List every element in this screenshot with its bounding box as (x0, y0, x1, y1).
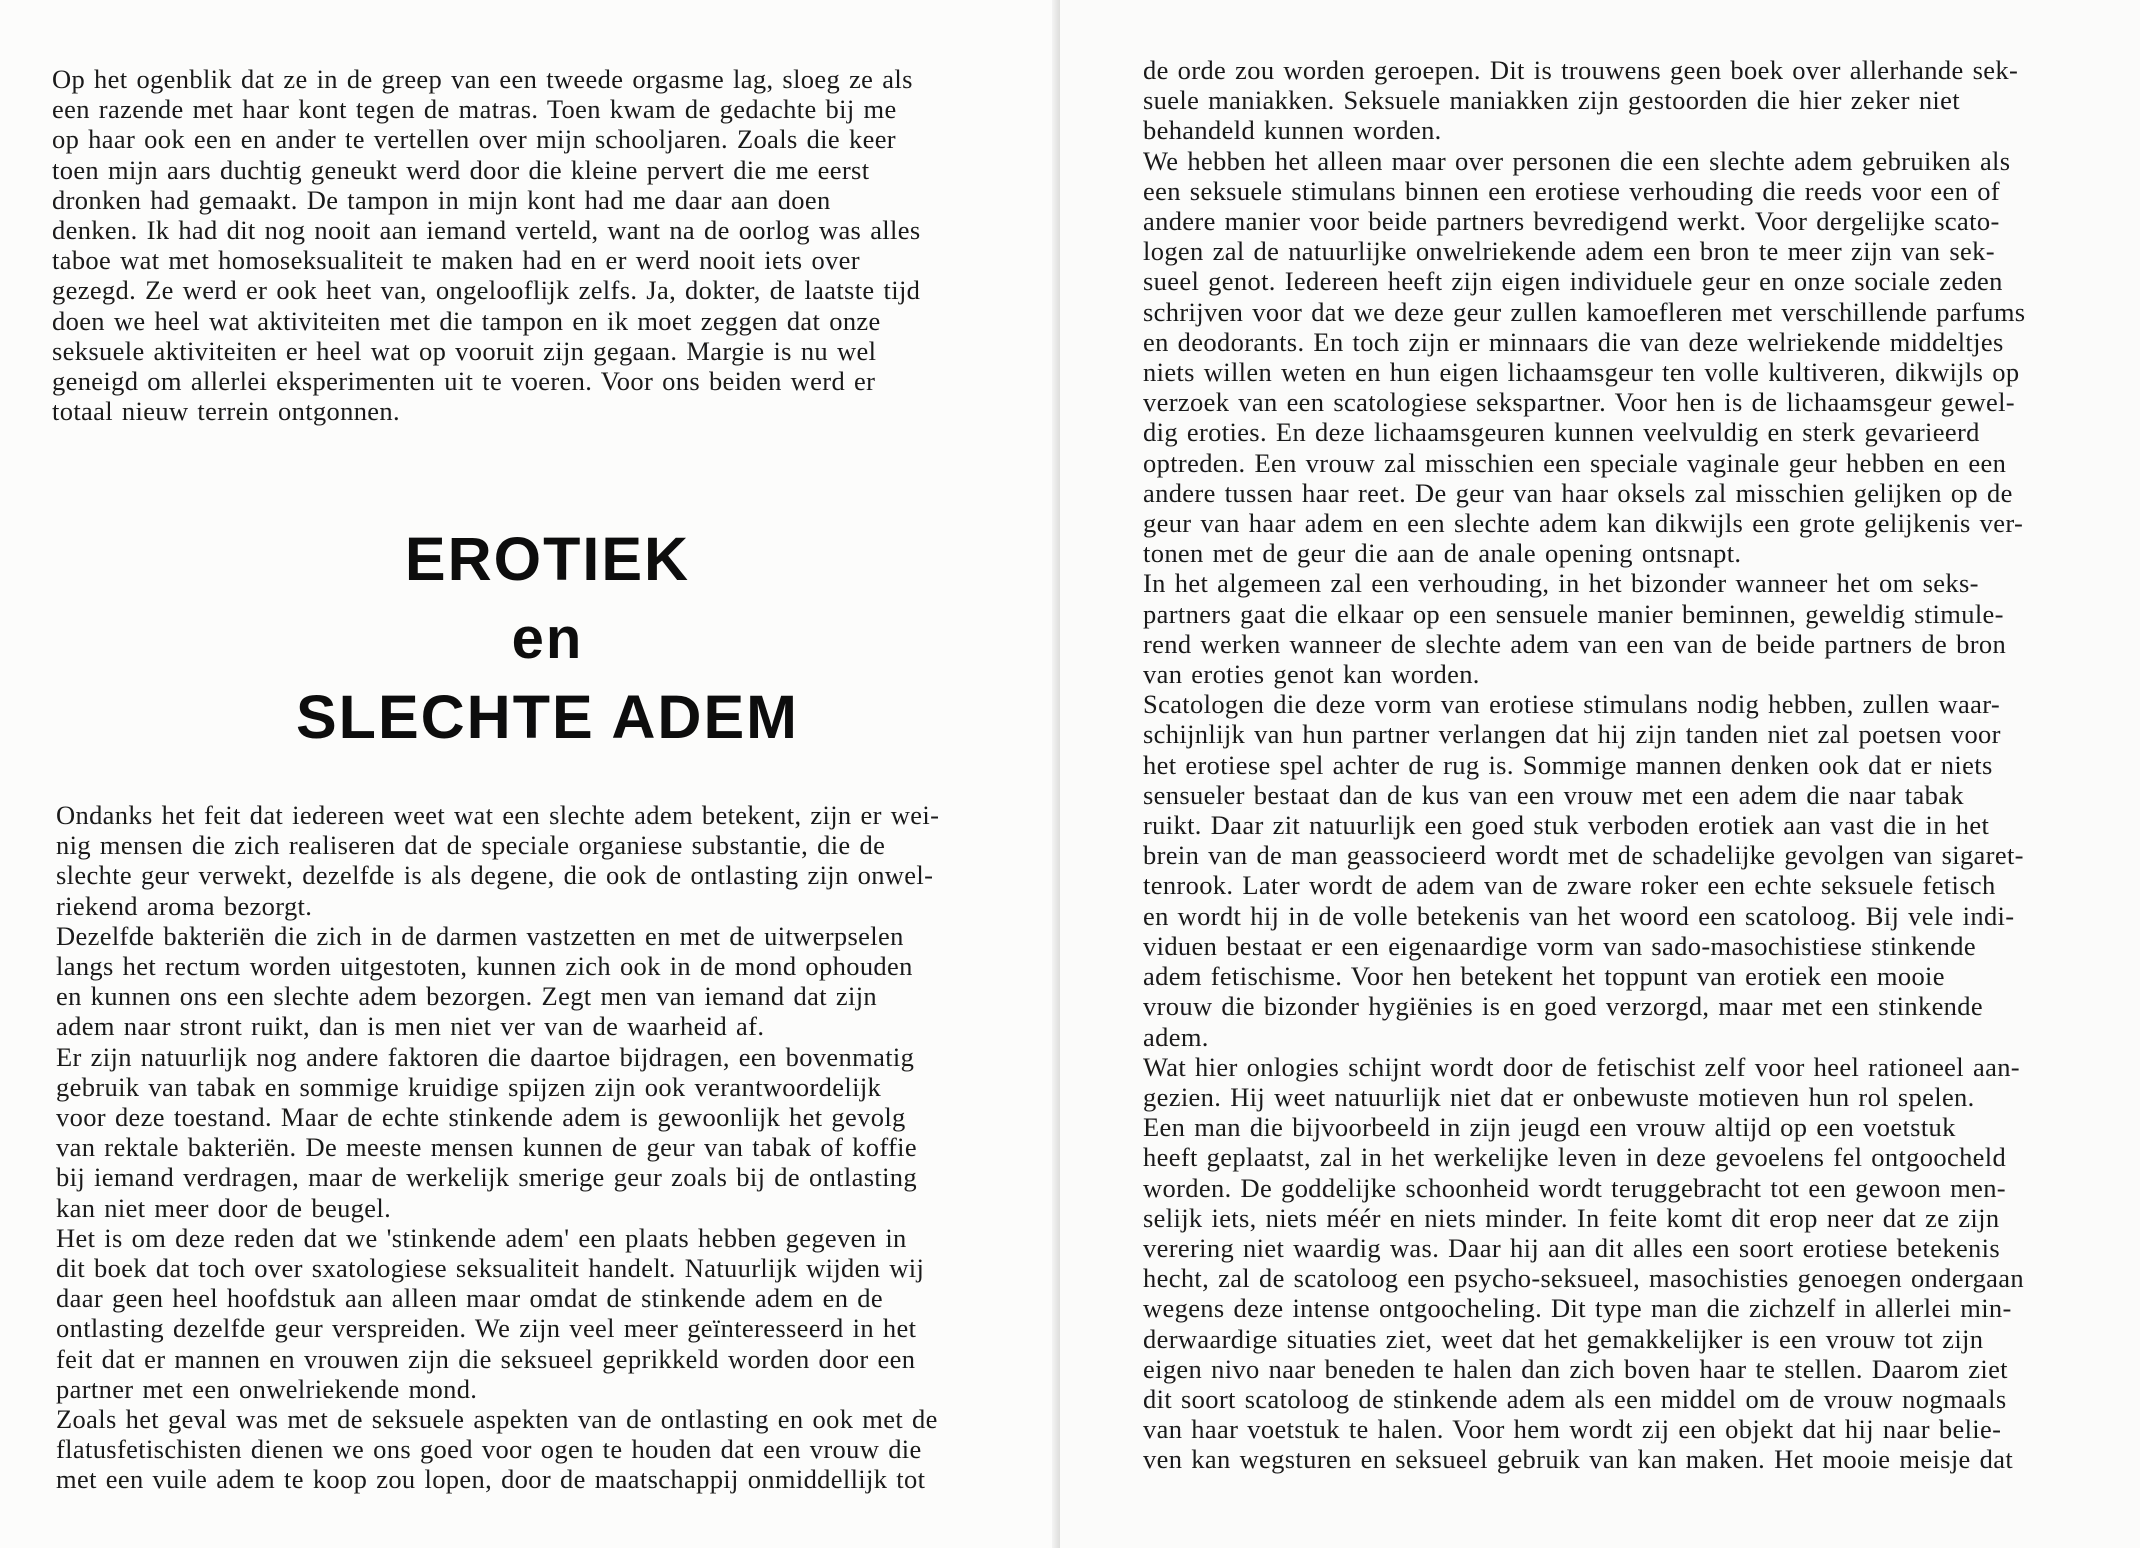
text-line: met een vuile adem te koop zou lopen, door de maatschappij onmiddellijk tot (56, 1464, 926, 1495)
text-line: riekend aroma bezorgt. (56, 890, 313, 921)
text-line: tonen met de geur die aan de anale opening ontsnapt. (1143, 538, 1742, 569)
text-line: derwaardige situaties ziet, weet dat het gemakkelijker is een vrouw tot zijn (1143, 1323, 1984, 1354)
text-line: Er zijn natuurlijk nog andere faktoren die daartoe bijdragen, een bovenmatig (56, 1041, 915, 1072)
text-line: geneigd om allerlei eksperimenten uit te voeren. Voor ons beiden werd er (52, 366, 876, 397)
text-line: ruikt. Daar zit natuurlijk een goed stuk verboden erotiek aan vast die in het (1143, 810, 1990, 841)
text-line: daar geen heel hoofdstuk aan alleen maar omdat de stinkende adem en de (56, 1283, 883, 1314)
text-line: ven kan wegsturen en seksueel gebruik van kan maken. Het mooie meisje dat (1143, 1444, 2014, 1475)
text-line: de orde zou worden geroepen. Dit is trouwens geen boek over allerhande sek- (1143, 55, 2019, 85)
text-line: en wordt hij in de volle betekenis van het woord een scatoloog. Bij vele indi- (1143, 900, 2015, 931)
text-line: adem naar stront ruikt, dan is men niet ver van de waarheid af. (56, 1011, 765, 1042)
text-line: andere tussen haar reet. De geur van haar oksels zal misschien gelijken op de (1143, 477, 2013, 508)
text-line: feit dat er mannen en vrouwen zijn die seksueel geprikkeld worden door een (56, 1343, 916, 1374)
text-line: We hebben het alleen maar over personen die een slechte adem gebruiken als (1143, 145, 2011, 176)
chapter-body-right (1143, 55, 2025, 1475)
text-line: partners gaat die elkaar op een sensuele manier beminnen, geweldig stimule- (1143, 598, 2004, 629)
text-line: selijk iets, niets méér en niets minder. In feite komt dit erop neer dat ze zijn (1143, 1202, 2000, 1233)
text-line: vrouw die bizonder hygiënies is en goed verzorgd, maar met een stinkende (1143, 991, 1983, 1022)
text-line: langs het rectum worden uitgestoten, kunnen zich ook in de mond ophouden (56, 951, 913, 982)
text-line: dit soort scatoloog de stinkende adem als een middel om de vrouw nogmaals (1143, 1383, 2007, 1414)
text-line: In het algemeen zal een verhouding, in het bizonder wanneer het om seks- (1143, 568, 1979, 599)
text-line: gebruik van tabak en sommige kruidige spijzen zijn ook verantwoordelijk (56, 1071, 882, 1102)
text-line: Scatologen die deze vorm van erotiese stimulans nodig hebben, zullen waar- (1143, 689, 2001, 720)
text-line: dronken had gemaakt. De tampon in mijn kont had me daar aan doen (52, 184, 831, 215)
text-line: verzoek van een scatologiese sekspartner. Voor hen is de lichaamsgeur gewel- (1143, 387, 2015, 418)
text-line: van eroties genot kan worden. (1143, 659, 1480, 690)
text-line: adem fetischisme. Voor hen betekent het toppunt van erotiek een mooie (1143, 961, 1945, 992)
text-line: schijnlijk van hun partner verlangen dat hij zijn tanden niet zal poetsen voor (1143, 719, 2001, 750)
text-line: suele maniakken. Seksuele maniakken zijn gestoorden die hier zeker niet (1143, 85, 1960, 116)
text-line: totaal nieuw terrein ontgonnen. (52, 396, 400, 427)
text-line: van haar voetstuk te halen. Voor hem wordt zij een objekt dat hij naar belie- (1143, 1414, 2002, 1445)
text-line: schrijven voor dat we deze geur zullen kamoefleren met verschillende parfums (1143, 296, 2026, 327)
text-line: Wat hier onlogies schijnt wordt door de fetischist zelf voor heel rationeel aan- (1143, 1051, 2020, 1082)
text-line: gezien. Hij weet natuurlijk niet dat er onbewuste motieven hun rol spelen. (1143, 1081, 1975, 1112)
text-line: behandeld kunnen worden. (1143, 115, 1442, 146)
text-line: Ondanks het feit dat iedereen weet wat een slechte adem betekent, zijn er wei- (56, 800, 940, 830)
text-line: brein van de man geassocieerd wordt met de schadelijke gevolgen van sigaret- (1143, 840, 2024, 871)
text-line: viduen bestaat er een eigenaardige vorm van sado-masochistiese stinkende (1143, 930, 1976, 961)
text-line: Zoals het geval was met de seksuele aspekten van de ontlasting en ook met de (56, 1404, 938, 1435)
text-line: geur van haar adem en een slechte adem kan dikwijls een grote gelijkenis ver- (1143, 508, 2024, 539)
text-line: sensueler bestaat dan de kus van een vrouw met een adem die naar tabak (1143, 779, 1964, 810)
text-line: heeft geplaatst, zal in het werkelijke leven in deze gevoelens fel ontgoocheld (1143, 1142, 2007, 1173)
text-line: eigen nivo naar beneden te halen dan zich boven haar te stellen. Daarom ziet (1143, 1353, 2008, 1384)
left-page (0, 0, 1060, 1548)
text-line: een razende met haar kont tegen de matras. Toen kwam de gedachte bij me (52, 94, 897, 125)
text-line: Dezelfde bakteriën die zich in de darmen vastzetten en met de uitwerpselen (56, 920, 904, 951)
text-line: kan niet meer door de beugel. (56, 1192, 392, 1223)
text-line: dig eroties. En deze lichaamsgeuren kunnen veelvuldig en sterk gevarieerd (1143, 417, 1980, 448)
text-line: logen zal de natuurlijke onwelriekende adem een bron te meer zijn van sek- (1143, 236, 1995, 267)
text-line: Een man die bijvoorbeeld in zijn jeugd een vrouw altijd op een voetstuk (1143, 1112, 1956, 1143)
text-line: sueel genot. Iedereen heeft zijn eigen individuele geur en onze sociale zeden (1143, 266, 2003, 297)
text-line: adem. (1143, 1021, 1209, 1052)
text-line: Op het ogenblik dat ze in de greep van een tweede orgasme lag, sloeg ze als (52, 64, 913, 94)
text-line: taboe wat met homoseksualiteit te maken had en er werd nooit iets over (52, 245, 860, 276)
text-line: optreden. Een vrouw zal misschien een speciale vaginale geur hebben en een (1143, 447, 2007, 478)
text-line: seksuele aktiviteiten er heel wat op vooruit zijn gegaan. Margie is nu wel (52, 335, 877, 366)
text-line: het erotiese spel achter de rug is. Sommige mannen denken ook dat er niets (1143, 749, 1993, 780)
text-line: een seksuele stimulans binnen een erotiese verhouding die reeds voor een of (1143, 175, 2000, 206)
text-line: wegens deze intense ontgoocheling. Dit type man die zichzelf in allerlei min- (1143, 1293, 2012, 1324)
heading-line-3: SLECHTE ADEM (296, 683, 799, 751)
chapter-body-left (56, 800, 939, 1495)
text-line: tenrook. Later wordt de adem van de zware roker een echte seksuele fetisch (1143, 870, 1996, 901)
text-line: voor deze toestand. Maar de echte stinkende adem is gewoonlijk het gevolg (56, 1102, 906, 1133)
text-line: nig mensen die zich realiseren dat de speciale organiese substantie, die de (56, 830, 886, 861)
text-line: niets willen weten en hun eigen lichaamsgeur ten volle kultiveren, dikwijls op (1143, 357, 2020, 388)
text-line: rend werken wanneer de slechte adem van een van de beide partners de bron (1143, 628, 2007, 659)
text-line: ontlasting dezelfde geur verspreiden. We zijn veel meer geïnteresseerd in het (56, 1313, 917, 1344)
heading-line-2: en (511, 606, 584, 671)
text-line: van rektale bakteriën. De meeste mensen kunnen de geur van tabak of koffie (56, 1132, 918, 1163)
text-line: Het is om deze reden dat we 'stinkende adem' een plaats hebben gegeven in (56, 1222, 907, 1253)
text-line: en deodorants. En toch zijn er minnaars die van deze welriekende middeltjes (1143, 326, 2004, 357)
text-line: toen mijn aars duchtig geneukt werd door die kleine pervert die me eerst (52, 154, 870, 185)
text-line: en kunnen ons een slechte adem bezorgen. Zegt men van iemand dat zijn (56, 981, 878, 1012)
text-line: andere manier voor beide partners bevredigend werkt. Voor dergelijke scato- (1143, 206, 2000, 237)
text-line: partner met een onwelriekende mond. (56, 1373, 478, 1404)
text-line: flatusfetischisten dienen we ons goed voor ogen te houden dat een vrouw die (56, 1434, 922, 1465)
heading-line-1: EROTIEK (404, 525, 691, 593)
intro-paragraph (52, 64, 921, 426)
text-line: op haar ook een en ander te vertellen over mijn schooljaren. Zoals die keer (52, 124, 896, 155)
text-line: worden. De goddelijke schoonheid wordt teruggebracht tot een gewoon men- (1143, 1172, 2006, 1203)
text-line: denken. Ik had dit nog nooit aan iemand verteld, want na de oorlog was alles (52, 215, 921, 246)
text-line: doen we heel wat aktiviteiten met die tampon en ik moet zeggen dat onze (52, 305, 881, 336)
text-line: dit boek dat toch over sxatologiese seksualiteit handelt. Natuurlijk wijden wij (56, 1253, 925, 1284)
text-line: bij iemand verdragen, maar de werkelijk smerige geur zoals bij de ontlasting (56, 1162, 917, 1193)
text-line: slechte geur verwekt, dezelfde is als degene, die ook de ontlasting zijn onwel- (56, 860, 934, 891)
text-line: verering niet waardig was. Daar hij aan dit alles een soort erotiese betekenis (1143, 1232, 2001, 1263)
text-line: gezegd. Ze werd er ook heet van, ongelooflijk zelfs. Ja, dokter, de laatste tijd (52, 275, 921, 306)
text-line: hecht, zal de scatoloog een psycho-seksueel, masochisties genoegen ondergaan (1143, 1263, 2024, 1294)
chapter-heading (180, 520, 915, 757)
right-page (1060, 0, 2140, 1548)
